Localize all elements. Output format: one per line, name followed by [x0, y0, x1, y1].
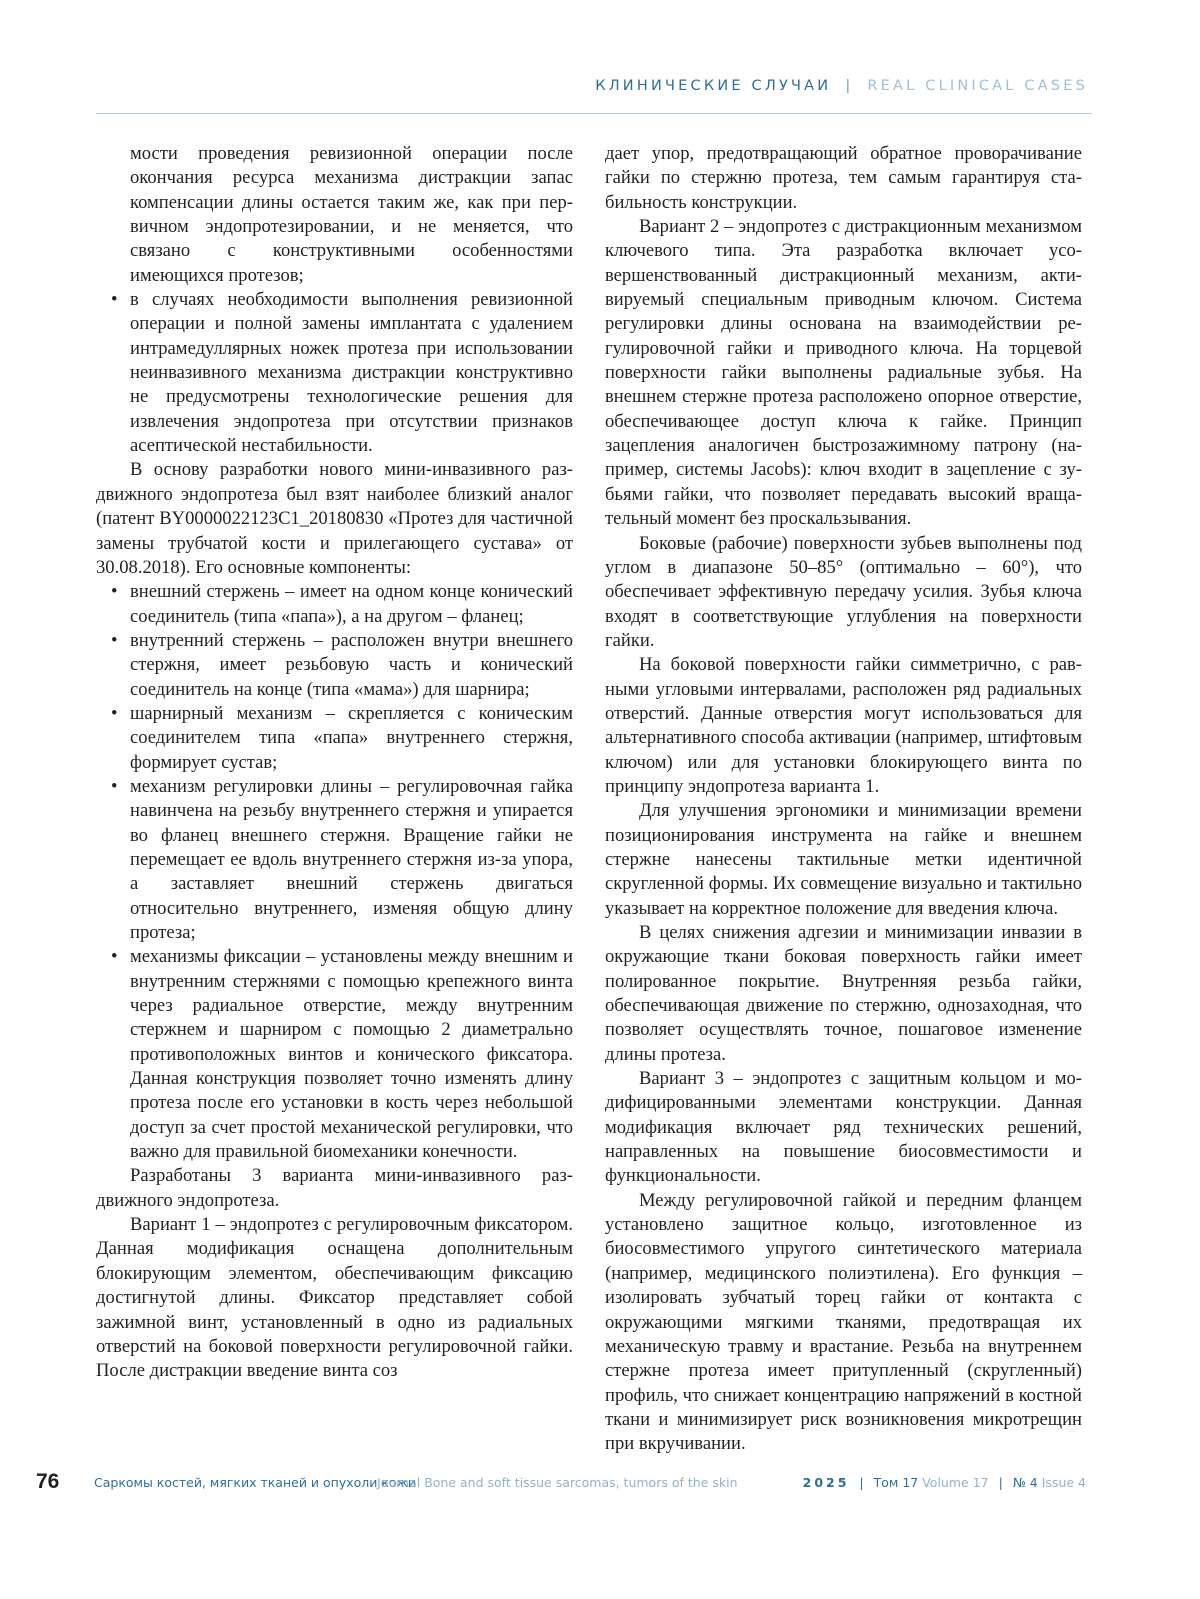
bullet-item-outer-rod: • внешний стержень – имеет на одном конце конический соединитель (типа «папа»), а на другом – фланец; [96, 580, 573, 629]
paragraph-variant-1: Вариант 1 – эндопротез с регулировочным фиксатором. Данная модификация оснащена дополнительным блокирующим элементом, обеспечивающим фиксацию достигнутой длины. Фиксатор представляет собой зажимной винт, установленный в одно из радиальных отверстий на боковой поверхности регулировочной гайки. После дистракции введение винта соз [96, 1214, 573, 1382]
issue-info [803, 1475, 1086, 1490]
running-header [595, 78, 1088, 94]
limitations-list [96, 288, 573, 458]
volume-en: Volume 17 [922, 1475, 989, 1490]
paragraph-continuation: дает упор, предотвращающий обратное проворачивание гайки по стержню протеза, тем самым гарантируя стабильность конструкции. [605, 143, 1082, 213]
paragraph-variants: Разработаны 3 варианта мини-инвазивного раздвижного эндопротеза. [96, 1165, 573, 1211]
components-list [96, 580, 573, 1164]
paragraph-ergonomics: Для улучшения эргономики и минимизации времени позиционирования инструмента на гайке и внешнем стержне нанесены тактильные метки идентичной скругленной формы. Их совмещение визуально и тактильно указывает на корректное положение для введения ключа. [605, 800, 1082, 919]
bullet-item-revision: • в случаях необходимости выполнения ревизионной операции и полной замены имплантата с удалением интрамедуллярных ножек протеза при использовании неинвазивного механизма дистракции конструктивно не предусмотрены технологические решения для извлечения эндопротеза при отсутствии признаков асептической нестабильности. [96, 288, 573, 458]
section-title-ru: КЛИНИЧЕСКИЕ СЛУЧАИ [595, 78, 832, 94]
left-column [96, 142, 573, 1384]
bullet-item-inner-rod: • внутренний стержень – расположен внутри внешнего стержня, имеет резьбовую часть и конический соединитель на конце (типа «мама») для шарнира; [96, 629, 573, 702]
issue-separator: | [859, 1475, 864, 1490]
journal-title-ru: Саркомы костей, мягких тканей и опухоли кожи [94, 1475, 416, 1490]
paragraph-variant-3: Вариант 3 – эндопротез с защитным кольцом и модифицированными элементами конструкции. Данная модификация включает ряд технических решений, направленных на повышение биосовместимости и функциональности. [605, 1068, 1082, 1187]
issue-ru: № 4 [1012, 1475, 1038, 1490]
issue-separator: | [998, 1475, 1003, 1490]
paragraph-adhesion: В целях снижения адгезии и минимизации инвазии в окружающие ткани боковая поверхность гайки имеет полированное покрытие. Внутренняя резьба гайки, обеспечивающая движение по стержню, однозаходная, что позволяет осуществлять точное, пошаговое изменение длины протеза. [605, 922, 1082, 1065]
paragraph-teeth: Боковые (рабочие) поверхности зубьев выполнены под углом в диапазоне 50–85° (оптимально – 60°), что обеспечивает эффективную передачу усилия. Зубья ключа входят в соответствующие углубления на поверхности гайки. [605, 532, 1082, 651]
bullet-item-hinge: • шарнирный механизм – скрепляется с коническим соединителем типа «папа» внутреннего стержня, формирует сустав; [96, 702, 573, 775]
paragraph-continuation: мости проведения ревизионной операции после окончания ресурса механизма дистракции запас компенсации длины остается таким же, как при первичном эндопротезировании, и не меняется, что связано с конструктивными особенностями имеющихся протезов; [130, 143, 573, 286]
header-rule [96, 113, 1092, 114]
right-column [605, 142, 1082, 1457]
paragraph-radial-holes: На боковой поверхности гайки симметрично, с равными угловыми интервалами, расположен ряд радиальных отверстий. Данные отверстия могут использоваться для альтернативного способа активации (например, штифтовым ключом) или для установки блокирующего винта по принципу эндопротеза варианта 1. [605, 654, 1082, 797]
issue-en: Issue 4 [1041, 1475, 1086, 1490]
bullet-item-fixation: • механизмы фиксации – установлены между внешним и внутренним стержнями с помощью крепежного винта через радиальное отверстие, между внутренним стержнем и шарниром с помощью 2 диаметрально противоположных винтов и конического фиксатора. Данная конструкция позволяет точно изменять длину протеза после его установки в кость через небольшой доступ за счет простой механической регулировки, что важно для правильной биомеханики конечности. [96, 945, 573, 1164]
bullet-item-length-mechanism: • механизм регулировки длины – регулировочная гайка навинчена на резьбу внутреннего стержня и упирается во фланец внешнего стержня. Вращение гайки не перемещает ее вдоль внутреннего стержня из-за упора, а заставляет внешний стержень двигаться относительно внутреннего, изменяя общую длину протеза; [96, 775, 573, 945]
paragraph-protective-ring: Между регулировочной гайкой и передним фланцем установлено защитное кольцо, изготовленное из биосовместимого упругого синтетического материала (например, медицинского полиэтилена). Его функция – изолировать зубчатый торец гайки от контакта с окружающими мягкими тканями, предотвращая их механическую травму и врастание. Резьба на внутреннем стержне протеза имеет притупленный (скругленный) профиль, что снижает концентрацию напряжений в костной ткани и минимизирует риск возникновения микротрещин при вкручивании. [605, 1189, 1082, 1455]
journal-title-en: Journal Bone and soft tissue sarcomas, tumors of the skin [377, 1475, 738, 1490]
header-separator: | [845, 78, 854, 94]
volume-ru: Том 17 [873, 1475, 919, 1490]
paragraph-basis: В основу разработки нового мини-инвазивного раздвижного эндопротеза был взят наиболее близкий аналог (патент BY0000022123C1_20180830 «Протез для частичной замены трубчатой кости и прилегающего сустава» от 30.08.2018). Его основные компоненты: [96, 459, 573, 578]
paragraph-variant-2: Вариант 2 – эндопротез с дистракционным механизмом ключевого типа. Эта разработка включает усовершенствованный дистракционный механизм, активируемый специальным приводным ключом. Система регулировки длины основана на взаимодействии регулировочной гайки и приводного ключа. На торцевой поверхности гайки выполнены радиальные зубья. На внешнем стержне протеза расположено опорное отверстие, обеспечивающее доступ ключа к гайке. Принцип зацепления аналогичен быстрозажимному патрону (например, системы Jacobs): ключ входит в зацепление с зубьями гайки, что позволяет передавать высокий вращательный момент без проскальзывания. [605, 216, 1082, 530]
section-title-en: REAL CLINICAL CASES [867, 78, 1088, 94]
page-number: 76 [36, 1470, 60, 1493]
issue-year: 2025 [802, 1475, 850, 1490]
